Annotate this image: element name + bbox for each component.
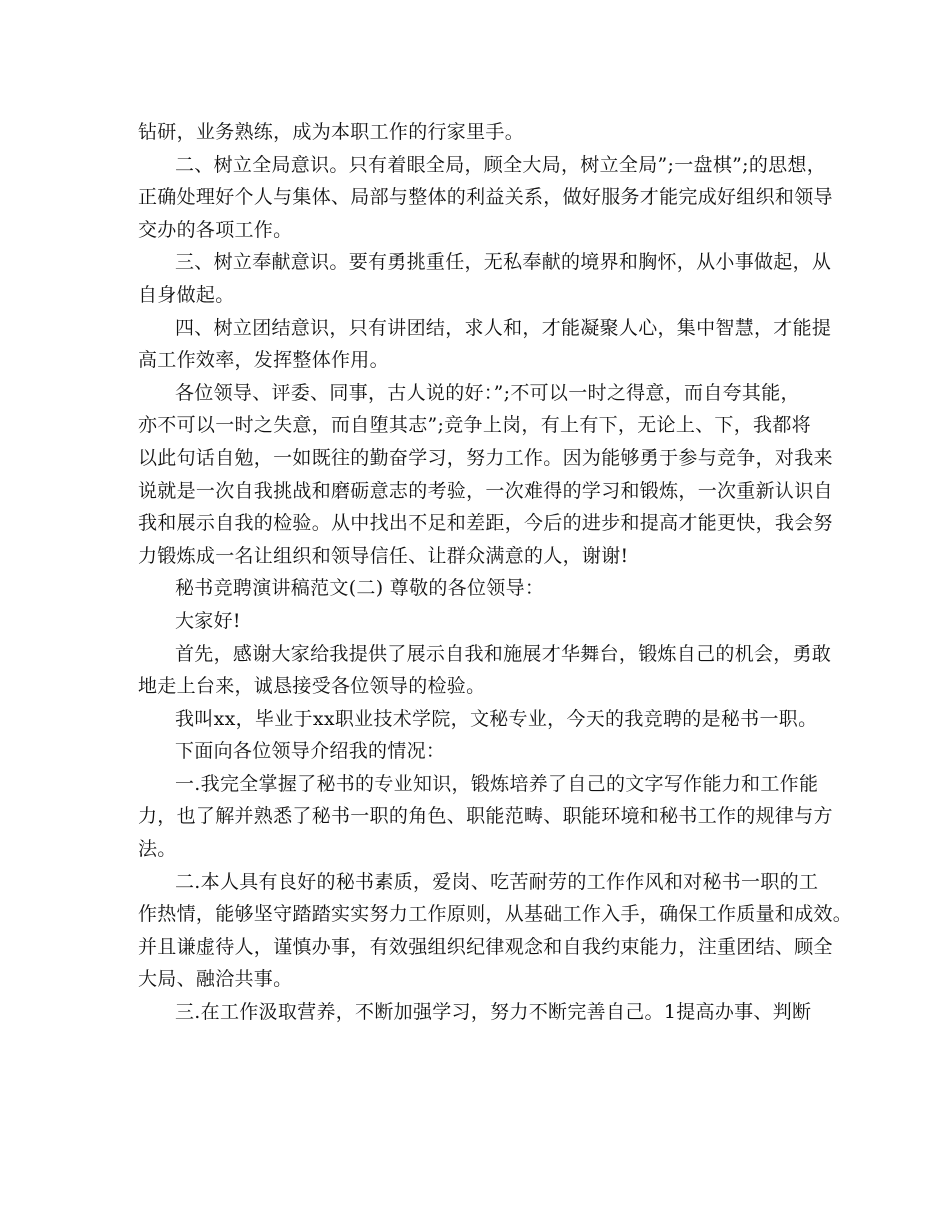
text-line: 下面向各位领导介绍我的情况： [175, 740, 446, 763]
text-line: 三.在工作汲取营养，不断加强学习，努力不断完善自己。1提高办事、判断 [175, 1001, 812, 1024]
text-line: 一.我完全掌握了秘书的专业知识，锻炼培养了自己的文字写作能力和工作能 [175, 772, 819, 795]
text-line: 各位领导、评委、同事，古人说的好：”;不可以一时之得意，而自夸其能， [175, 381, 800, 404]
text-line: 并且谦虚待人，谨慎办事，有效强组织纪律观念和自我约束能力，注重团结、顾全 [138, 935, 833, 958]
text-line: 力锻炼成一名让组织和领导信任、让群众满意的人，谢谢! [138, 544, 629, 567]
text-line: 二、树立全局意识。只有着眼全局，顾全大局，树立全局”;一盘棋”;的思想， [175, 153, 827, 176]
text-line: 自身做起。 [138, 283, 235, 306]
text-line: 大家好! [175, 609, 241, 632]
text-line: 亦不可以一时之失意，而自堕其志”;竞争上岗，有上有下，无论上、下，我都将 [138, 414, 811, 437]
text-line: 我叫xx，毕业于xx职业技术学院，文秘专业，今天的我竞聘的是秘书一职。 [175, 707, 818, 730]
text-line: 二.本人具有良好的秘书素质，爱岗、吃苦耐劳的工作作风和对秘书一职的工 [175, 870, 819, 893]
text-line: 秘书竞聘演讲稿范文(二) 尊敬的各位领导： [175, 577, 545, 600]
text-line: 说就是一次自我挑战和磨砺意志的考验，一次难得的学习和锻炼，一次重新认识自 [138, 479, 833, 502]
text-line: 以此句话自勉，一如既往的勤奋学习，努力工作。因为能够勇于参与竞争，对我来 [138, 446, 833, 469]
text-line: 正确处理好个人与集体、局部与整体的利益关系，做好服务才能完成好组织和领导 [138, 186, 833, 209]
text-line: 法。 [138, 838, 177, 861]
text-line: 高工作效率，发挥整体作用。 [138, 349, 389, 372]
text-line: 作热情，能够坚守踏踏实实努力工作原则，从基础工作入手，确保工作质量和成效。 [138, 903, 853, 926]
text-line: 首先，感谢大家给我提供了展示自我和施展才华舞台，锻炼自己的机会，勇敢 [175, 642, 832, 665]
text-line: 我和展示自我的检验。从中找出不足和差距，今后的进步和提高才能更快，我会努 [138, 512, 833, 535]
text-line: 钻研，业务熟练，成为本职工作的行家里手。 [138, 121, 525, 143]
text-line: 三、树立奉献意识。要有勇挑重任，无私奉献的境界和胸怀，从小事做起，从 [175, 251, 832, 274]
document-body [138, 116, 853, 1029]
text-line: 大局、融洽共事。 [138, 968, 293, 991]
text-line: 地走上台来，诚恳接受各位领导的检验。 [138, 675, 486, 698]
text-line: 交办的各项工作。 [138, 218, 293, 241]
text-line: 四、树立团结意识，只有讲团结，求人和，才能凝聚人心，集中智慧，才能提 [175, 316, 832, 339]
text-line: 力，也了解并熟悉了秘书一职的角色、职能范畴、职能环境和秘书工作的规律与方 [138, 805, 833, 828]
